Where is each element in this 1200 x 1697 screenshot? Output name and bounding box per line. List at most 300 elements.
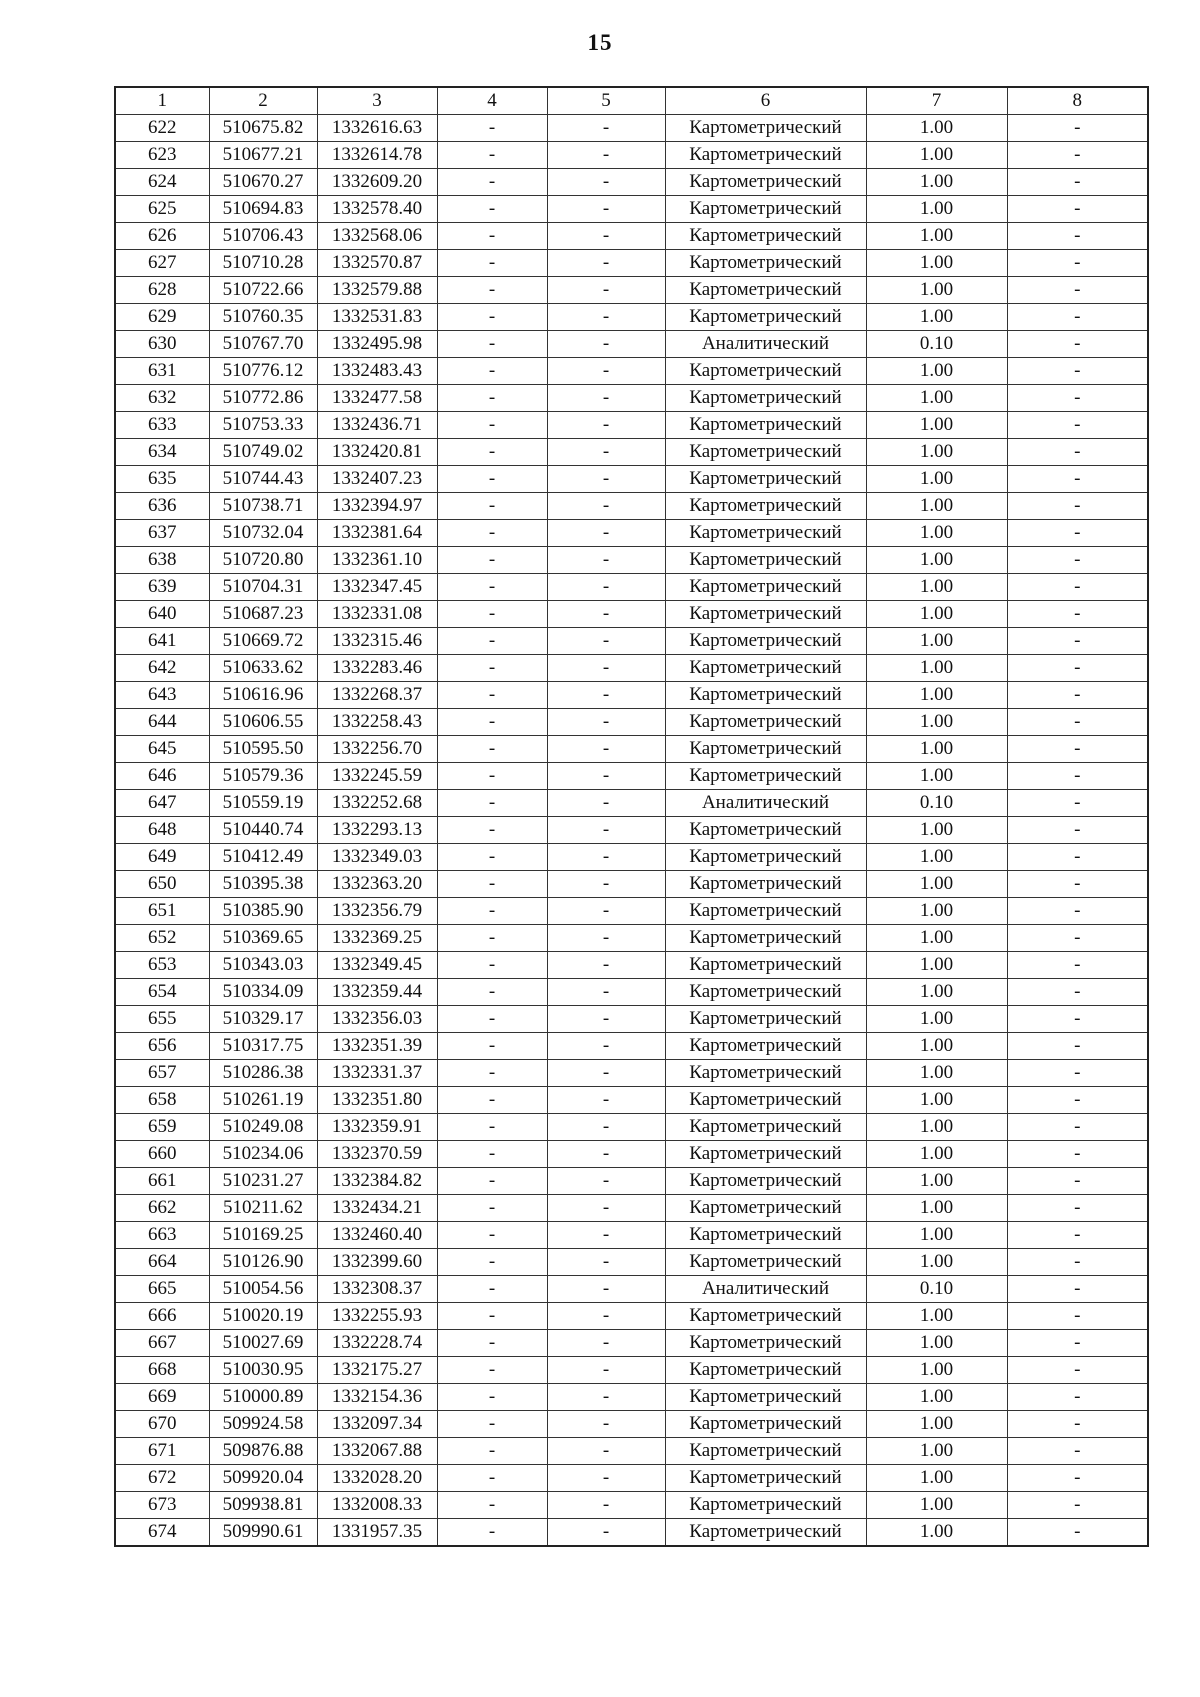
table-cell: 1332381.64 [317,520,437,547]
table-row [115,169,1148,196]
table-cell: 1332384.82 [317,1168,437,1195]
table-cell: 627 [115,250,209,277]
table-cell: - [1007,196,1148,223]
table-cell: - [1007,709,1148,736]
table-cell: 1332394.97 [317,493,437,520]
table-cell: - [437,1249,547,1276]
table-cell: 1332616.63 [317,115,437,142]
table-cell: 510395.38 [209,871,317,898]
table-cell: 1332175.27 [317,1357,437,1384]
table-cell: - [547,871,665,898]
table-cell: - [547,169,665,196]
table-cell: 668 [115,1357,209,1384]
table-cell: 624 [115,169,209,196]
table-cell: 510706.43 [209,223,317,250]
table-cell: - [1007,439,1148,466]
table-cell: - [437,196,547,223]
table-cell: - [547,1195,665,1222]
table-cell: - [437,169,547,196]
table-cell: 510616.96 [209,682,317,709]
table-cell: - [437,385,547,412]
table-cell: Картометрический [665,493,866,520]
table-cell: 645 [115,736,209,763]
table-cell: 1.00 [866,277,1007,304]
table-cell: - [437,844,547,871]
table-cell: 646 [115,763,209,790]
table-cell: 510772.86 [209,385,317,412]
table-cell: 510744.43 [209,466,317,493]
table-cell: 510329.17 [209,1006,317,1033]
table-cell: 641 [115,628,209,655]
table-row [115,1087,1148,1114]
table-cell: - [437,979,547,1006]
table-cell: 1.00 [866,1168,1007,1195]
column-header: 2 [209,87,317,115]
table-cell: 1.00 [866,628,1007,655]
table-cell: 666 [115,1303,209,1330]
table-cell: - [437,682,547,709]
table-cell: 1.00 [866,1249,1007,1276]
table-cell: - [1007,682,1148,709]
table-cell: 510675.82 [209,115,317,142]
table-cell: 635 [115,466,209,493]
table-cell: - [547,1357,665,1384]
table-row [115,385,1148,412]
table-cell: 1.00 [866,952,1007,979]
table-cell: - [1007,1087,1148,1114]
table-cell: Картометрический [665,1195,866,1222]
table-cell: 1332434.21 [317,1195,437,1222]
table-row [115,574,1148,601]
table-cell: - [547,250,665,277]
table-cell: 640 [115,601,209,628]
table-cell: Картометрический [665,871,866,898]
table-cell: 1.00 [866,493,1007,520]
table-cell: - [547,1492,665,1519]
table-cell: - [547,1438,665,1465]
table-cell: 0.10 [866,790,1007,817]
table-cell: - [437,871,547,898]
table-cell: 510677.21 [209,142,317,169]
table-cell: - [437,817,547,844]
table-cell: 510749.02 [209,439,317,466]
table-cell: 673 [115,1492,209,1519]
table-cell: - [437,493,547,520]
table-cell: 1.00 [866,1492,1007,1519]
table-cell: 1.00 [866,223,1007,250]
table-cell: - [437,331,547,358]
table-cell: Картометрический [665,655,866,682]
table-cell: 1332028.20 [317,1465,437,1492]
table-row [115,925,1148,952]
table-cell: Картометрический [665,1411,866,1438]
table-cell: 1332477.58 [317,385,437,412]
table-cell: - [547,1384,665,1411]
table-cell: - [1007,520,1148,547]
table-cell: 510412.49 [209,844,317,871]
table-cell: Картометрический [665,682,866,709]
table-cell: - [1007,1357,1148,1384]
table-cell: - [437,520,547,547]
table-cell: - [437,1411,547,1438]
table-cell: - [547,115,665,142]
table-cell: Картометрический [665,1384,866,1411]
table-cell: 1332154.36 [317,1384,437,1411]
table-cell: - [547,520,665,547]
table-cell: 510595.50 [209,736,317,763]
table-cell: - [547,898,665,925]
table-cell: - [1007,1195,1148,1222]
table-cell: Аналитический [665,1276,866,1303]
table-cell: - [547,1519,665,1547]
table-cell: 1.00 [866,898,1007,925]
table-cell: - [547,1276,665,1303]
table-cell: - [547,844,665,871]
table-cell: 1.00 [866,763,1007,790]
table-cell: 623 [115,142,209,169]
table-cell: 1332255.93 [317,1303,437,1330]
table-cell: 1332351.80 [317,1087,437,1114]
table-cell: 650 [115,871,209,898]
table-cell: 1.00 [866,1033,1007,1060]
table-cell: 643 [115,682,209,709]
table-cell: Картометрический [665,628,866,655]
table-cell: 510767.70 [209,331,317,358]
column-header: 7 [866,87,1007,115]
table-cell: 622 [115,115,209,142]
table-cell: - [547,628,665,655]
table-cell: - [437,412,547,439]
table-cell: Картометрический [665,898,866,925]
table-cell: - [437,1303,547,1330]
table-cell: - [1007,655,1148,682]
table-cell: 1332293.13 [317,817,437,844]
table-cell: - [547,1168,665,1195]
table-cell: 510054.56 [209,1276,317,1303]
table-cell: - [1007,304,1148,331]
table-cell: 633 [115,412,209,439]
table-cell: 1.00 [866,1411,1007,1438]
table-cell: - [437,1195,547,1222]
table-cell: 1332308.37 [317,1276,437,1303]
table-cell: Картометрический [665,466,866,493]
table-cell: Картометрический [665,1222,866,1249]
table-cell: Картометрический [665,1114,866,1141]
table-cell: 510211.62 [209,1195,317,1222]
table-cell: - [1007,898,1148,925]
table-cell: - [1007,628,1148,655]
table-cell: 1332369.25 [317,925,437,952]
table-cell: 657 [115,1060,209,1087]
table-cell: - [1007,1465,1148,1492]
table-cell: 658 [115,1087,209,1114]
table-cell: 1332407.23 [317,466,437,493]
table-cell: 1331957.35 [317,1519,437,1547]
table-cell: - [1007,1276,1148,1303]
table-row [115,1276,1148,1303]
table-cell: 1332315.46 [317,628,437,655]
table-cell: 510286.38 [209,1060,317,1087]
table-cell: Картометрический [665,1330,866,1357]
table-cell: 1332361.10 [317,547,437,574]
table-cell: 1332008.33 [317,1492,437,1519]
table-cell: 510030.95 [209,1357,317,1384]
table-cell: - [437,547,547,574]
table-cell: Картометрический [665,1465,866,1492]
table-cell: - [437,1276,547,1303]
table-cell: - [1007,412,1148,439]
table-cell: - [547,331,665,358]
table-cell: Картометрический [665,196,866,223]
table-cell: - [547,655,665,682]
table-cell: - [1007,1492,1148,1519]
table-cell: - [437,655,547,682]
table-cell: - [1007,1384,1148,1411]
table-cell: 1.00 [866,736,1007,763]
table-cell: - [547,547,665,574]
table-cell: 1.00 [866,709,1007,736]
table-cell: 662 [115,1195,209,1222]
table-cell: - [1007,1303,1148,1330]
table-cell: - [547,385,665,412]
table-cell: Картометрический [665,1519,866,1547]
table-cell: - [1007,1519,1148,1547]
table-cell: 510385.90 [209,898,317,925]
table-cell: 510234.06 [209,1141,317,1168]
table-row [115,358,1148,385]
table-body [115,115,1148,1547]
table-cell: 1332347.45 [317,574,437,601]
table-cell: - [547,790,665,817]
table-cell: Картометрический [665,1033,866,1060]
table-cell: - [437,709,547,736]
table-cell: - [547,1303,665,1330]
table-cell: - [1007,466,1148,493]
table-cell: 1332614.78 [317,142,437,169]
table-cell: - [437,1357,547,1384]
table-cell: Картометрический [665,817,866,844]
table-cell: 1332483.43 [317,358,437,385]
table-cell: Картометрический [665,1249,866,1276]
table-cell: Картометрический [665,358,866,385]
table-cell: - [547,304,665,331]
table-cell: - [437,1114,547,1141]
table-cell: 1332331.08 [317,601,437,628]
table-cell: 1.00 [866,1330,1007,1357]
table-cell: 1.00 [866,844,1007,871]
table-cell: 670 [115,1411,209,1438]
table-cell: 1.00 [866,871,1007,898]
table-row [115,898,1148,925]
table-cell: - [547,763,665,790]
table-cell: Картометрический [665,601,866,628]
table-cell: - [547,925,665,952]
table-cell: 510126.90 [209,1249,317,1276]
table-cell: Картометрический [665,115,866,142]
table-cell: 1332568.06 [317,223,437,250]
table-cell: Аналитический [665,331,866,358]
table-cell: 631 [115,358,209,385]
table-row [115,1492,1148,1519]
column-header: 1 [115,87,209,115]
table-cell: 665 [115,1276,209,1303]
table-cell: 1332370.59 [317,1141,437,1168]
table-row [115,277,1148,304]
table-row [115,223,1148,250]
table-cell: - [547,466,665,493]
table-cell: - [1007,331,1148,358]
table-cell: 648 [115,817,209,844]
table-cell: - [547,601,665,628]
table-cell: 1332097.34 [317,1411,437,1438]
table-cell: - [1007,1411,1148,1438]
table-cell: 1.00 [866,142,1007,169]
table-cell: 638 [115,547,209,574]
table-cell: 1.00 [866,1303,1007,1330]
table-cell: Картометрический [665,925,866,952]
table-cell: 1.00 [866,304,1007,331]
table-cell: Картометрический [665,304,866,331]
table-cell: Картометрический [665,385,866,412]
table-cell: 510559.19 [209,790,317,817]
table-cell: 654 [115,979,209,1006]
table-cell: - [437,1330,547,1357]
table-row [115,547,1148,574]
table-cell: - [1007,1330,1148,1357]
table-cell: 632 [115,385,209,412]
table-cell: 510027.69 [209,1330,317,1357]
table-cell: - [547,1141,665,1168]
table-cell: Картометрический [665,439,866,466]
table-cell: 1332579.88 [317,277,437,304]
table-row [115,1249,1148,1276]
table-cell: 1.00 [866,466,1007,493]
table-cell: 653 [115,952,209,979]
table-cell: 1.00 [866,520,1007,547]
table-row [115,304,1148,331]
table-cell: 636 [115,493,209,520]
table-cell: 0.10 [866,1276,1007,1303]
table-cell: 510261.19 [209,1087,317,1114]
table-cell: 510670.27 [209,169,317,196]
table-cell: 1.00 [866,817,1007,844]
table-cell: - [437,466,547,493]
table-cell: - [1007,574,1148,601]
table-cell: - [437,1006,547,1033]
table-row [115,952,1148,979]
table-cell: 1332570.87 [317,250,437,277]
table-row [115,817,1148,844]
table-cell: Картометрический [665,1438,866,1465]
table-cell: - [1007,871,1148,898]
table-row [115,412,1148,439]
table-cell: 1332228.74 [317,1330,437,1357]
table-cell: Картометрический [665,1141,866,1168]
table-cell: - [437,574,547,601]
table-cell: 1.00 [866,412,1007,439]
table-row [115,1033,1148,1060]
table-cell: - [437,628,547,655]
table-cell: - [1007,169,1148,196]
table-cell: 625 [115,196,209,223]
table-cell: - [547,682,665,709]
table-cell: 1332363.20 [317,871,437,898]
table-cell: Картометрический [665,1303,866,1330]
table-cell: 661 [115,1168,209,1195]
table-cell: 639 [115,574,209,601]
table-cell: - [547,223,665,250]
table-cell: 1332351.39 [317,1033,437,1060]
table-cell: 1332283.46 [317,655,437,682]
table-cell: - [547,1060,665,1087]
table-cell: 1332359.91 [317,1114,437,1141]
table-cell: 510732.04 [209,520,317,547]
table-cell: 1.00 [866,115,1007,142]
table-cell: - [437,1222,547,1249]
page-number: 15 [587,30,613,55]
table-cell: Картометрический [665,277,866,304]
table-cell: 652 [115,925,209,952]
table-cell: Картометрический [665,1492,866,1519]
table-cell: 626 [115,223,209,250]
table-cell: 1.00 [866,1438,1007,1465]
table-cell: - [547,1087,665,1114]
table-cell: 510722.66 [209,277,317,304]
table-cell: 1.00 [866,439,1007,466]
table-cell: Картометрический [665,223,866,250]
table-cell: Картометрический [665,1087,866,1114]
table-row [115,844,1148,871]
table-cell: - [547,574,665,601]
table-cell: 656 [115,1033,209,1060]
column-header: 4 [437,87,547,115]
table-cell: - [1007,358,1148,385]
coordinates-table [114,86,1149,1547]
table-cell: 1.00 [866,196,1007,223]
table-cell: 509938.81 [209,1492,317,1519]
table-cell: - [1007,250,1148,277]
table-row [115,1438,1148,1465]
table-cell: Картометрический [665,142,866,169]
table-cell: 510633.62 [209,655,317,682]
table-row [115,1006,1148,1033]
table-row [115,1303,1148,1330]
table-cell: Картометрический [665,574,866,601]
table-row [115,1195,1148,1222]
table-cell: 1332349.45 [317,952,437,979]
table-row [115,1060,1148,1087]
table-cell: - [437,1492,547,1519]
table-cell: 1332356.79 [317,898,437,925]
table-cell: 1.00 [866,1087,1007,1114]
table-cell: 510000.89 [209,1384,317,1411]
table-cell: Картометрический [665,547,866,574]
table-cell: 510369.65 [209,925,317,952]
table-cell: 1.00 [866,979,1007,1006]
table-row [115,709,1148,736]
table-row [115,493,1148,520]
table-cell: - [547,412,665,439]
table-cell: - [547,493,665,520]
table-cell: 510704.31 [209,574,317,601]
table-cell: - [1007,1114,1148,1141]
table-cell: - [547,979,665,1006]
table-cell: - [547,1249,665,1276]
table-cell: 671 [115,1438,209,1465]
table-cell: - [437,277,547,304]
table-row [115,1357,1148,1384]
table-cell: - [437,898,547,925]
